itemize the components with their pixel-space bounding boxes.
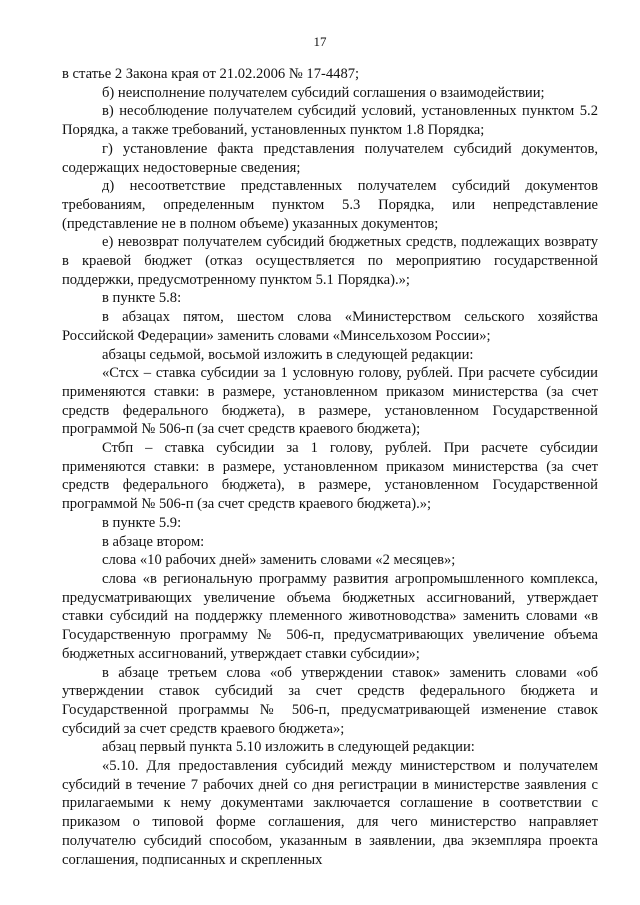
document-body — [62, 65, 598, 869]
paragraph: е) невозврат получателем субсидий бюджетных средств, подлежащих возврату в краевой бюджет (отказ осуществляется по мероприятию государственной поддержки, предусмотренному пунктом 5.1 Порядка).»; — [62, 234, 598, 288]
paragraph: в статье 2 Закона края от 21.02.2006 № 17-4487; — [62, 66, 360, 82]
paragraph: абзац первый пункта 5.10 изложить в следующей редакции: — [102, 739, 475, 756]
paragraph: абзацы седьмой, восьмой изложить в следующей редакции: — [102, 346, 474, 363]
paragraph: «5.10. Для предоставления субсидий между министерством и получателем субсидий в течение 7 рабочих дней со дня регистрации в министерстве заявления с прилагаемыми к нему документами заключается соглашение в соответствии с приказом о типовой форме соглашения, для чего министерство направляет получателю субсидий способом, указанным в заявлении, два экземпляра проекта соглашения, подписанных и скрепленных — [62, 758, 598, 868]
paragraph: Стбп – ставка субсидии за 1 голову, рублей. При расчете субсидии применяются ставки: в размере, установленном приказом министерства (за счет средств федерального бюджета), в размере, установленном Государственной программой № 506-п (за счет средств краевого бюджета).»; — [62, 440, 598, 513]
paragraph: в абзаце втором: — [102, 533, 205, 550]
paragraph: в пункте 5.8: — [102, 290, 182, 307]
paragraph: в абзаце третьем слова «об утверждении ставок» заменить словами «об утверждении ставок субсидий за счет средств федерального бюджета и Государственной программы № 506-п, предусматривающей изменение ставок субсидий за счет средств краевого бюджета»; — [62, 664, 598, 737]
paragraph: слова «в региональную программу развития агропромышленного комплекса, предусматривающих увеличение объема бюджетных ассигнований, утверждает ставки субсидий на поддержку племенного животноводства» заменить словами «в Государственную программу № 506-п, предусматривающих увеличение объема бюджетных ассигнований, утверждает ставки субсидии»; — [62, 570, 598, 662]
paragraph: в) несоблюдение получателем субсидий условий, установленных пунктом 5.2 Порядка, а также требований, установленных пунктом 1.8 Порядка; — [62, 103, 598, 139]
paragraph: в абзацах пятом, шестом слова «Министерством сельского хозяйства Российской Федерации» заменить словами «Минсельхозом России»; — [62, 309, 598, 344]
paragraph: «Стсх – ставка субсидии за 1 условную голову, рублей. При расчете субсидии применяются ставки: в размере, установленном приказом министерства (за счет средств федерального бюджета), в размере, установленном Государственной программой № 506-п (за счет средств краевого бюджета); — [62, 365, 598, 438]
paragraph: г) установление факта представления получателем субсидий документов, содержащих недостоверные сведения; — [62, 140, 598, 176]
paragraph: в пункте 5.9: — [102, 514, 182, 531]
paragraph: б) неисполнение получателем субсидий соглашения о взаимодействии; — [102, 84, 545, 101]
paragraph: слова «10 рабочих дней» заменить словами «2 месяцев»; — [102, 552, 456, 569]
page-number: 17 — [313, 34, 327, 49]
paragraph: д) несоответствие представленных получателем субсидий документов требованиям, определенным пунктом 5.3 Порядка, или непредставление (представление не в полном объеме) указанных документов; — [62, 178, 598, 232]
